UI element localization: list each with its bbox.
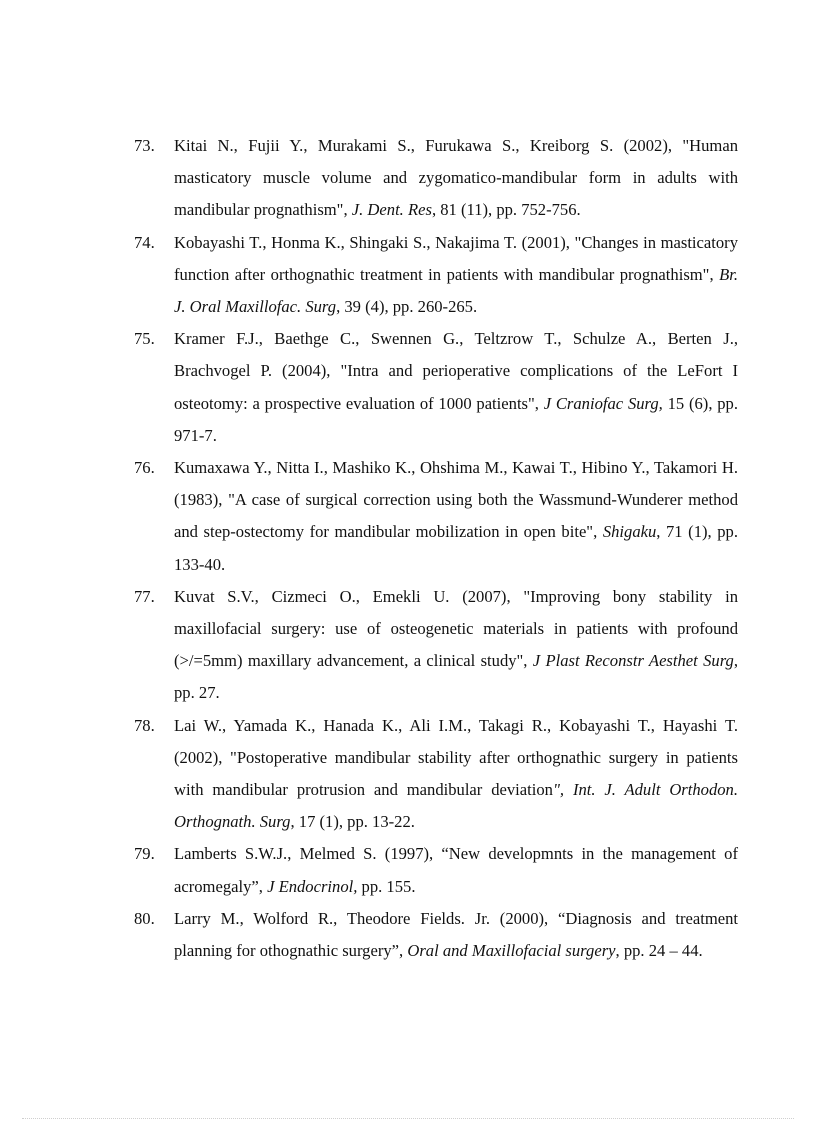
reference-details: , pp. 24 – 44. — [615, 941, 703, 961]
reference-journal: J Plast Reconstr Aesthet Surg — [532, 651, 734, 671]
reference-number: 73. — [134, 136, 155, 155]
reference-number: 75. — [134, 329, 155, 349]
reference-number: 79. — [134, 844, 155, 864]
reference-text — [174, 130, 738, 227]
reference-item — [134, 581, 738, 710]
reference-text — [174, 227, 738, 324]
reference-journal: ", Int. J. Adult Orthodon. Orthognath. Surg — [174, 780, 739, 832]
reference-details: , pp. 27. — [174, 651, 738, 703]
reference-text — [174, 710, 738, 839]
reference-item — [134, 323, 738, 452]
reference-number: 74. — [134, 232, 155, 252]
reference-number: 77. — [134, 586, 155, 606]
reference-number: 76. — [134, 458, 155, 478]
reference-text — [174, 323, 738, 452]
reference-details: , 17 (1), pp. 13-22. — [290, 812, 415, 832]
reference-body: Kitai N., Fujii Y., Murakami S., Furukawa S., Kreiborg S. (2002), "Human masticatory muscle volume and zygomatico-mandibular form in adults with mandibular prognathism", — [174, 136, 738, 220]
reference-details: pp. 155. — [357, 876, 416, 896]
reference-text — [174, 452, 738, 581]
reference-text — [174, 903, 738, 967]
reference-body: Kramer F.J., Baethge C., Swennen G., Teltzrow T., Schulze A., Berten J., Brachvogel P. (2004), "Intra and perioperative complications of the LeFort I osteotomy: a prospective evaluation of 1000 patients", — [174, 329, 738, 413]
reference-body: Kumaxawa Y., Nitta I., Mashiko K., Ohshima M., Kawai T., Hibino Y., Takamori H. (1983), "A case of surgical correction using both the Wassmund-Wunderer method and step-ostectomy for mandibular mobilization in open bite", — [174, 458, 738, 542]
reference-journal: J. Dent. Res — [351, 200, 432, 220]
reference-journal: J Craniofac Surg, — [543, 393, 663, 413]
reference-details: , 71 (1), pp. 133-40. — [174, 522, 738, 574]
reference-details: , 39 (4), pp. 260-265. — [336, 297, 478, 317]
reference-journal: Shigaku — [602, 522, 657, 542]
reference-item — [134, 452, 738, 581]
reference-journal: Oral and Maxillofacial surgery — [407, 941, 616, 961]
reference-item — [134, 130, 738, 227]
reference-item — [134, 710, 738, 839]
reference-number: 80. — [134, 908, 155, 928]
reference-body: Larry M., Wolford R., Theodore Fields. Jr. (2000), “Diagnosis and treatment planning for othognathic surgery”, — [174, 908, 738, 961]
reference-journal: Br. J. Oral Maxillofac. Surg — [174, 264, 738, 317]
reference-body: Kuvat S.V., Cizmeci O., Emekli U. (2007), "Improving bony stability in maxillofacial surgery: use of osteogenetic materials in patients with profound (>/=5mm) maxillary advancement, a clinical study", — [174, 586, 738, 671]
reference-item — [134, 227, 738, 324]
reference-text — [174, 581, 738, 710]
reference-journal: J Endocrinol, — [267, 876, 358, 896]
reference-number: 78. — [134, 715, 155, 735]
reference-item — [134, 903, 738, 967]
reference-body: Lamberts S.W.J., Melmed S. (1997), “New developmnts in the management of acromegaly”, — [174, 844, 738, 896]
reference-item — [134, 838, 738, 902]
page-bottom-divider — [22, 1118, 794, 1119]
reference-body: Lai W., Yamada K., Hanada K., Ali I.M., Takagi R., Kobayashi T., Hayashi T. (2002), "Postoperative mandibular stability after orthognathic surgery in patients with mandibular protrusion and mandibular deviation — [174, 715, 738, 800]
reference-body: Kobayashi T., Honma K., Shingaki S., Nakajima T. (2001), "Changes in masticatory function after orthognathic treatment in patients with mandibular prognathism", — [174, 232, 738, 284]
reference-details: 15 (6), pp. 971-7. — [174, 393, 738, 445]
reference-details: , 81 (11), pp. 752-756. — [431, 200, 581, 220]
reference-text — [174, 838, 738, 902]
reference-list — [134, 130, 738, 967]
